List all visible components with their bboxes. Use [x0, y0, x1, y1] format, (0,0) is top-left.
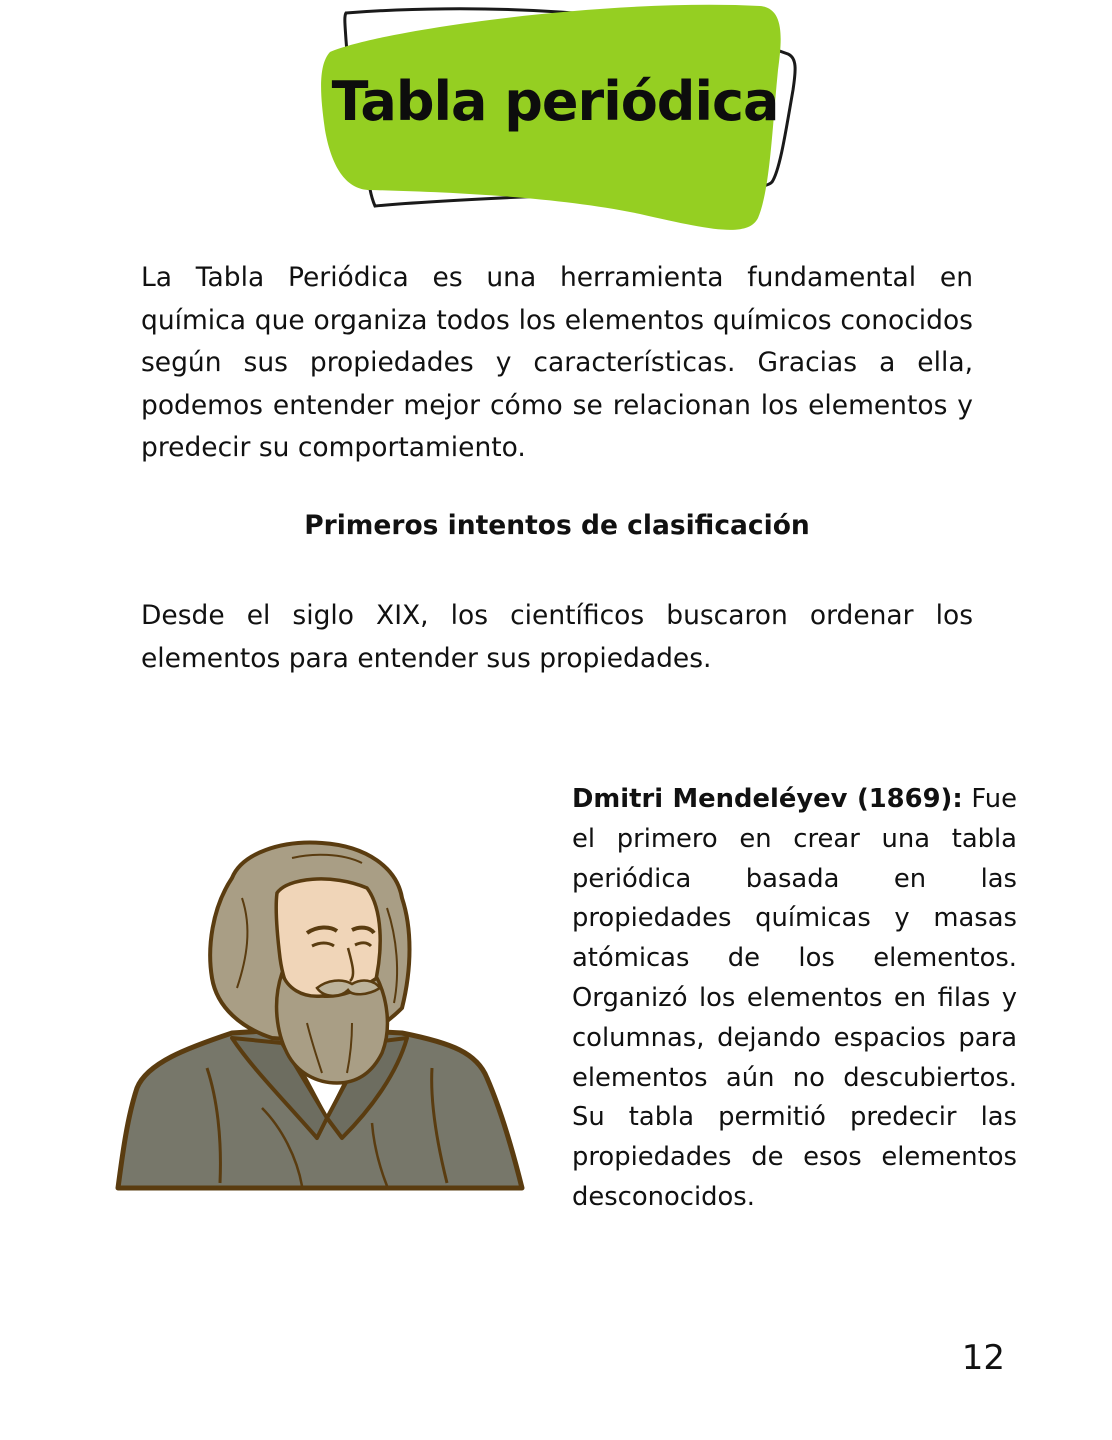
section-paragraph: Desde el siglo XIX, los científicos buscaron ordenar los elementos para entender sus propiedades.: [141, 600, 973, 674]
title-banner: [310, 0, 810, 245]
bio-text: Fue el primero en crear una tabla periódica basada en las propiedades químicas y masas atómicas de los elementos. Organizó los elementos en filas y columnas, dejando espacios para elementos aún no descubiertos. Su tabla permitió predecir las propiedades de esos elementos desconocidos.: [572, 784, 1017, 1212]
page-number: 12: [961, 1338, 1005, 1378]
page-title: Tabla periódica: [331, 70, 779, 133]
mendeleev-bio: [572, 780, 1017, 1218]
intro-paragraph: La Tabla Periódica es una herramienta fundamental en química que organiza todos los elementos químicos conocidos según sus propiedades y características. Gracias a ella, podemos entender mejor cómo se relacionan los elementos y predecir su comportamiento.: [141, 262, 973, 463]
mendeleev-portrait-illustration: [112, 838, 527, 1193]
bio-name-label: Dmitri Mendeléyev (1869):: [572, 784, 963, 814]
section-heading: Primeros intentos de clasificación: [304, 510, 810, 541]
